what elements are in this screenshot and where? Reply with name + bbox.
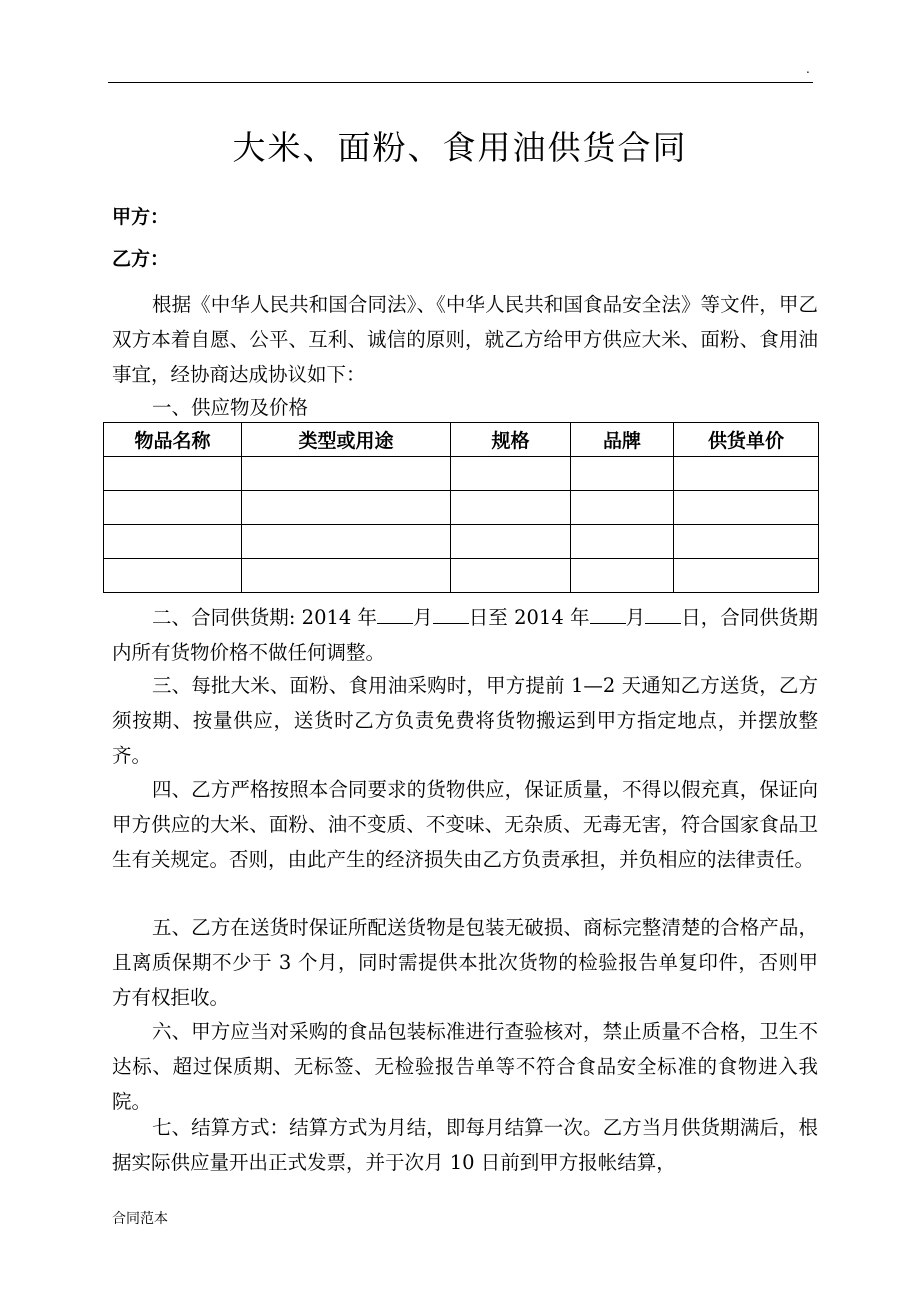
table-row: [104, 491, 819, 525]
table-cell: [571, 525, 674, 559]
table-cell: [571, 559, 674, 593]
table-cell: [242, 559, 451, 593]
table-cell: [104, 457, 242, 491]
table-cell: [674, 525, 819, 559]
blank-month: [590, 605, 626, 624]
blank-month: [377, 605, 413, 624]
col-header-brand: 品牌: [571, 423, 674, 457]
header-rule: [108, 82, 813, 83]
table-cell: [451, 491, 571, 525]
table-cell: [674, 559, 819, 593]
col-header-unit-price: 供货单价: [674, 423, 819, 457]
clause-5: 五、乙方在送货时保证所配送货物是包装无破损、商标完整清楚的合格产品，且离质保期不少于 3 个月，同时需提供本批次货物的检验报告单复印件，否则甲方有权拒收。: [112, 916, 818, 1009]
table-cell: [451, 457, 571, 491]
party-b-label: 乙方：: [112, 248, 170, 270]
party-a-label: 甲方：: [112, 206, 170, 228]
table-cell: [242, 457, 451, 491]
document-title: 大米、面粉、食用油供货合同: [232, 128, 688, 167]
goods-table: [103, 422, 819, 593]
blank-day: [433, 605, 469, 624]
clause-2-text: 二、合同供货期: 2014 年: [152, 606, 378, 629]
section-heading-supply: 一、供应物及价格: [152, 396, 309, 419]
table-cell: [242, 525, 451, 559]
table-row: [104, 525, 819, 559]
table-cell: [674, 457, 819, 491]
intro-paragraph: 根据《中华人民共和国合同法》、《中华人民共和国食品安全法》等文件，甲乙双方本着自愿、公平、互利、诚信的原则，就乙方给甲方供应大米、面粉、食用油事宜，经协商达成协议如下：: [112, 293, 818, 386]
clause-2-text: 日至 2014 年: [468, 606, 590, 629]
clause-3: 三、每批大米、面粉、食用油采购时，甲方提前 1—2 天通知乙方送货，乙方须按期、按量供应，送货时乙方负责免费将货物搬运到甲方指定地点，并摆放整齐。: [112, 674, 818, 767]
col-header-item-name: 物品名称: [104, 423, 242, 457]
blank-day: [645, 605, 681, 624]
clause-2: [112, 600, 818, 670]
table-cell: [674, 491, 819, 525]
table-row: [104, 559, 819, 593]
page-footer: 合同范本: [112, 1211, 168, 1227]
col-header-spec: 规格: [451, 423, 571, 457]
clause-7: 七、结算方式：结算方式为月结，即每月结算一次。乙方当月供货期满后，根据实际供应量开出正式发票，并于次月 10 日前到甲方报帐结算，: [112, 1116, 818, 1174]
table-cell: [451, 559, 571, 593]
clause-2-text: 月: [413, 606, 433, 629]
table-cell: [571, 457, 674, 491]
table-row: [104, 457, 819, 491]
table-cell: [242, 491, 451, 525]
table-cell: [571, 491, 674, 525]
table-cell: [104, 525, 242, 559]
clause-2-text: 月: [625, 606, 646, 629]
table-cell: [451, 525, 571, 559]
table-cell: [104, 491, 242, 525]
clause-4: 四、乙方严格按照本合同要求的货物供应，保证质量，不得以假充真，保证向甲方供应的大米、面粉、油不变质、不变味、无杂质、无毒无害，符合国家食品卫生有关规定。否则，由此产生的经济损失由乙方负责承担，并负相应的法律责任。: [112, 778, 818, 871]
table-cell: [104, 559, 242, 593]
table-header-row: [104, 423, 819, 457]
clause-6: 六、甲方应当对采购的食品包装标准进行查验核对，禁止质量不合格，卫生不达标、超过保质期、无标签、无检验报告单等不符合食品安全标准的食物进入我院。: [112, 1020, 818, 1113]
clause-2-text: 日，合同供货期内所有货物价格不做任何调整。: [112, 606, 818, 664]
header-mark: .: [806, 62, 810, 76]
col-header-type-use: 类型或用途: [242, 423, 451, 457]
